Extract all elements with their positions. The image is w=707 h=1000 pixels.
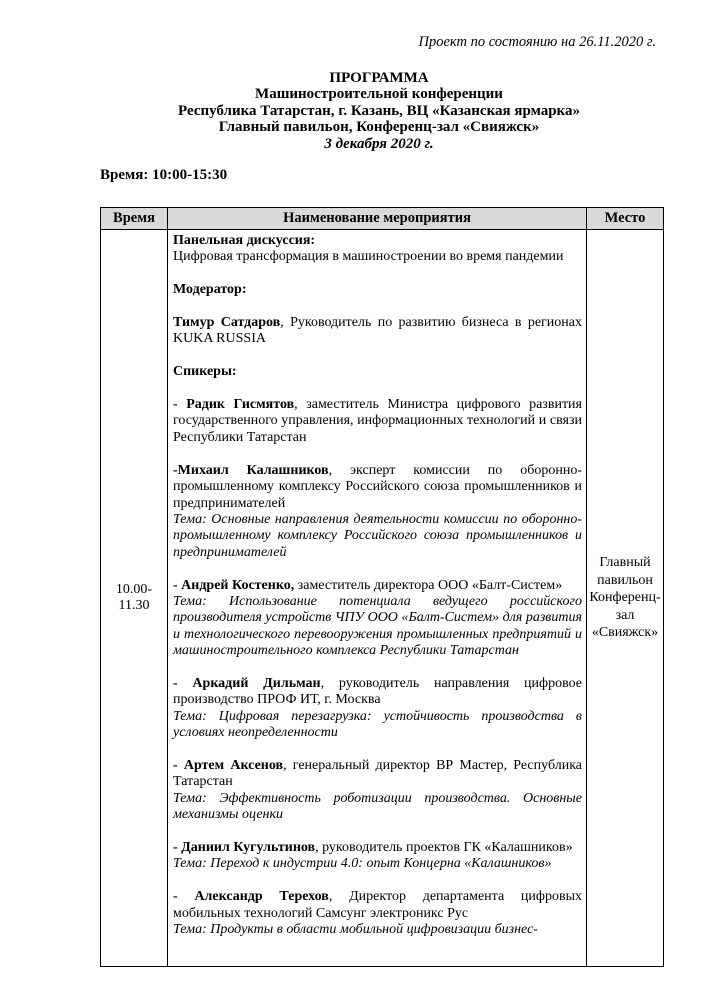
spacer-line <box>173 742 582 758</box>
spacer-line <box>173 266 582 282</box>
paragraph-heading: Панельная дискуссия: <box>173 233 316 248</box>
speaker-name: - Даниил Кугультинов <box>173 840 316 856</box>
table-header-row <box>101 208 664 230</box>
spacer-line <box>173 824 582 840</box>
speaker-name: -Михаил Калашников <box>173 462 329 478</box>
session-time-label: Время: 10:00-15:30 <box>100 167 228 183</box>
paragraph-heading: Спикеры: <box>173 364 237 380</box>
speaker-name: - Андрей Костенко, <box>173 577 295 593</box>
paragraph-speaker: - Андрей Костенко, заместитель директора ООО «Балт-Систем» <box>173 577 563 593</box>
speaker-name: - Артем Аксенов <box>173 758 284 773</box>
title-line: Республика Татарстан, г. Казань, ВЦ «Казанская ярмарка» <box>178 102 580 119</box>
event-paragraphs <box>168 230 586 966</box>
paragraph-speaker: - Артем Аксенов, генеральный директор ВР Мастер, Республика Татарстан <box>173 758 583 790</box>
speaker-name: Тимур Сатдаров <box>173 315 281 331</box>
paragraph-speaker: -Михаил Калашников, эксперт комиссии по оборонно-промышленному комплексу Российского союза промышленников и предпринимателей <box>173 462 582 511</box>
table-row <box>101 230 664 967</box>
title-line: Машиностроительной конференции <box>255 86 503 103</box>
event-cell <box>168 230 587 967</box>
title-line: Главный павильон, Конференц-зал «Свияжск» <box>218 119 540 136</box>
paragraph-theme: Тема: Эффективность роботизации производства. Основные механизмы оценки <box>173 790 582 823</box>
spacer-line <box>173 873 582 889</box>
spacer-line <box>173 381 582 397</box>
spacer-line <box>173 561 582 577</box>
speaker-name: - Аркадий Дильман <box>173 675 321 691</box>
title-block <box>100 70 658 152</box>
title-line: ПРОГРАММА <box>329 70 429 86</box>
paragraph-speaker: - Аркадий Дильман, руководитель направления цифровое производство ПРОФ ИТ, г. Москва <box>173 675 582 708</box>
spacer-line <box>173 299 582 315</box>
speaker-name: - Радик Гисмятов <box>173 397 295 413</box>
column-header-event: Наименование мероприятия <box>168 208 587 230</box>
paragraph-speaker: Тимур Сатдаров, Руководитель по развитию бизнеса в регионах KUKA RUSSIA <box>173 315 582 347</box>
paragraph-speaker: - Радик Гисмятов, заместитель Министра цифрового развития государственного управления, информационных технологий и связи Республики Татарстан <box>173 397 582 445</box>
speaker-name: - Александр Терехов <box>173 889 329 905</box>
paragraph-theme: Тема: Использование потенциала ведущего российского производителя устройств ЧПУ ООО «Балт-Систем» для развития и технологического перевооружения промышленных предприятий и машиностроительного комплекса Республики Татарстан <box>173 593 582 659</box>
program-table <box>100 207 664 967</box>
title-line: 3 декабря 2020 г. <box>324 135 434 152</box>
paragraph-heading: Модератор: <box>173 282 247 298</box>
spacer-line <box>173 660 582 676</box>
paragraph-theme: Тема: Переход к индустрии 4.0: опыт Концерна «Калашников» <box>173 856 552 872</box>
paragraph-plain: Цифровая трансформация в машиностроении во время пандемии <box>173 249 564 265</box>
column-header-place: Место <box>587 208 664 230</box>
column-header-time: Время <box>101 208 168 230</box>
paragraph-speaker: - Александр Терехов, Директор департамента цифровых мобильных технологий Самсунг электроникс Рус <box>173 889 583 921</box>
spacer-line <box>173 446 582 462</box>
paragraph-theme: Тема: Продукты в области мобильной цифровизации бизнес- <box>173 922 538 938</box>
paragraph-speaker: - Даниил Кугультинов, руководитель проектов ГК «Калашников» <box>173 840 573 856</box>
spacer-line <box>173 348 582 364</box>
place-cell: Главный павильон Конференц-зал «Свияжск» <box>587 230 664 967</box>
time-cell: 10.00-11.30 <box>101 230 168 967</box>
draft-status-note: Проект по состоянию на 26.11.2020 г. <box>418 34 656 50</box>
paragraph-theme: Тема: Основные направления деятельности комиссии по оборонно-промышленному комплексу Российского союза промышленников и предпринимателей <box>173 511 582 560</box>
paragraph-theme: Тема: Цифровая перезагрузка: устойчивость производства в условиях неопределенности <box>173 708 582 741</box>
